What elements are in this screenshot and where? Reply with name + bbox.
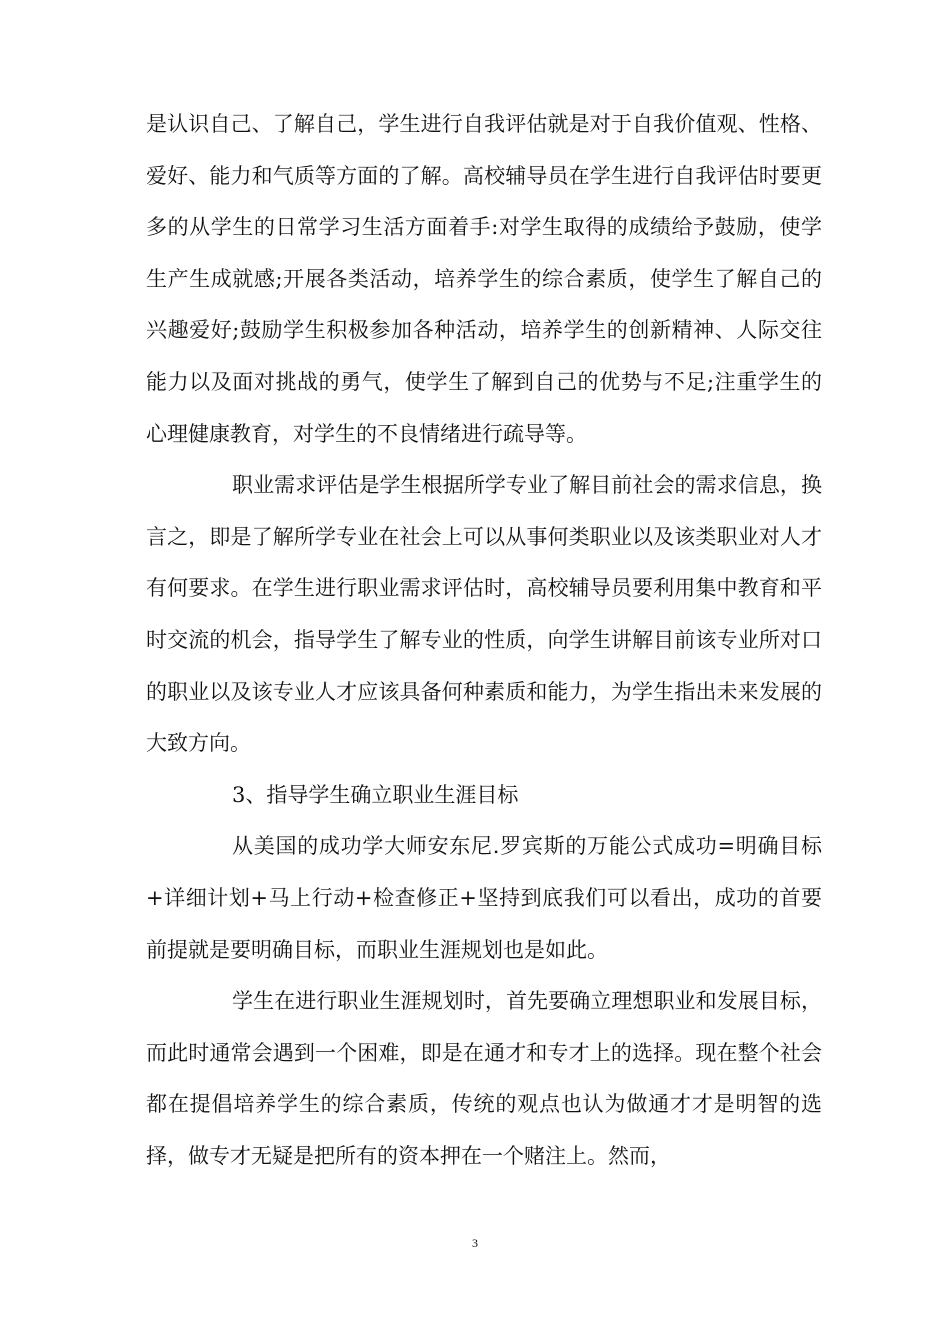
page-body xyxy=(146,99,822,1182)
body-paragraph-career-demand: 职业需求评估是学生根据所学专业了解目前社会的需求信息，换言之，即是了解所学专业在社会上可以从事何类职业以及该类职业对人才有何要求。在学生进行职业需求评估时，高校辅导员要利用集中教育和平时交流的机会，指导学生了解专业的性质，向学生讲解目前该专业所对口的职业以及该专业人才应该具备何种素质和能力，为学生指出未来发展的大致方向。 xyxy=(146,473,822,756)
body-paragraph-success-formula: 从美国的成功学大师安东尼.罗宾斯的万能公式成功=明确目标+详细计划+马上行动+检查修正+坚持到底我们可以看出，成功的首要前提就是要明确目标，而职业生涯规划也是如此。 xyxy=(146,834,822,962)
section-heading: 3、指导学生确立职业生涯目标 xyxy=(232,782,519,807)
body-paragraph-goal-setting: 学生在进行职业生涯规划时，首先要确立理想职业和发展目标，而此时通常会遇到一个困难，即是在通才和专才上的选择。现在整个社会都在提倡培养学生的综合素质，传统的观点也认为做通才才是明智的选择，做专才无疑是把所有的资本押在一个赌注上。然而， xyxy=(146,989,822,1168)
page-number: 3 xyxy=(472,1236,478,1250)
body-paragraph-continued: 是认识自己、了解自己，学生进行自我评估就是对于自我价值观、性格、爱好、能力和气质等方面的了解。高校辅导员在学生进行自我评估时要更多的从学生的日常学习生活方面着手:对学生取得的成绩给予鼓励，使学生产生成就感;开展各类活动，培养学生的综合素质，使学生了解自己的兴趣爱好;鼓励学生积极参加各种活动，培养学生的创新精神、人际交往能力以及面对挑战的勇气，使学生了解到自己的优势与不足;注重学生的心理健康教育，对学生的不良情绪进行疏导等。 xyxy=(146,112,822,446)
